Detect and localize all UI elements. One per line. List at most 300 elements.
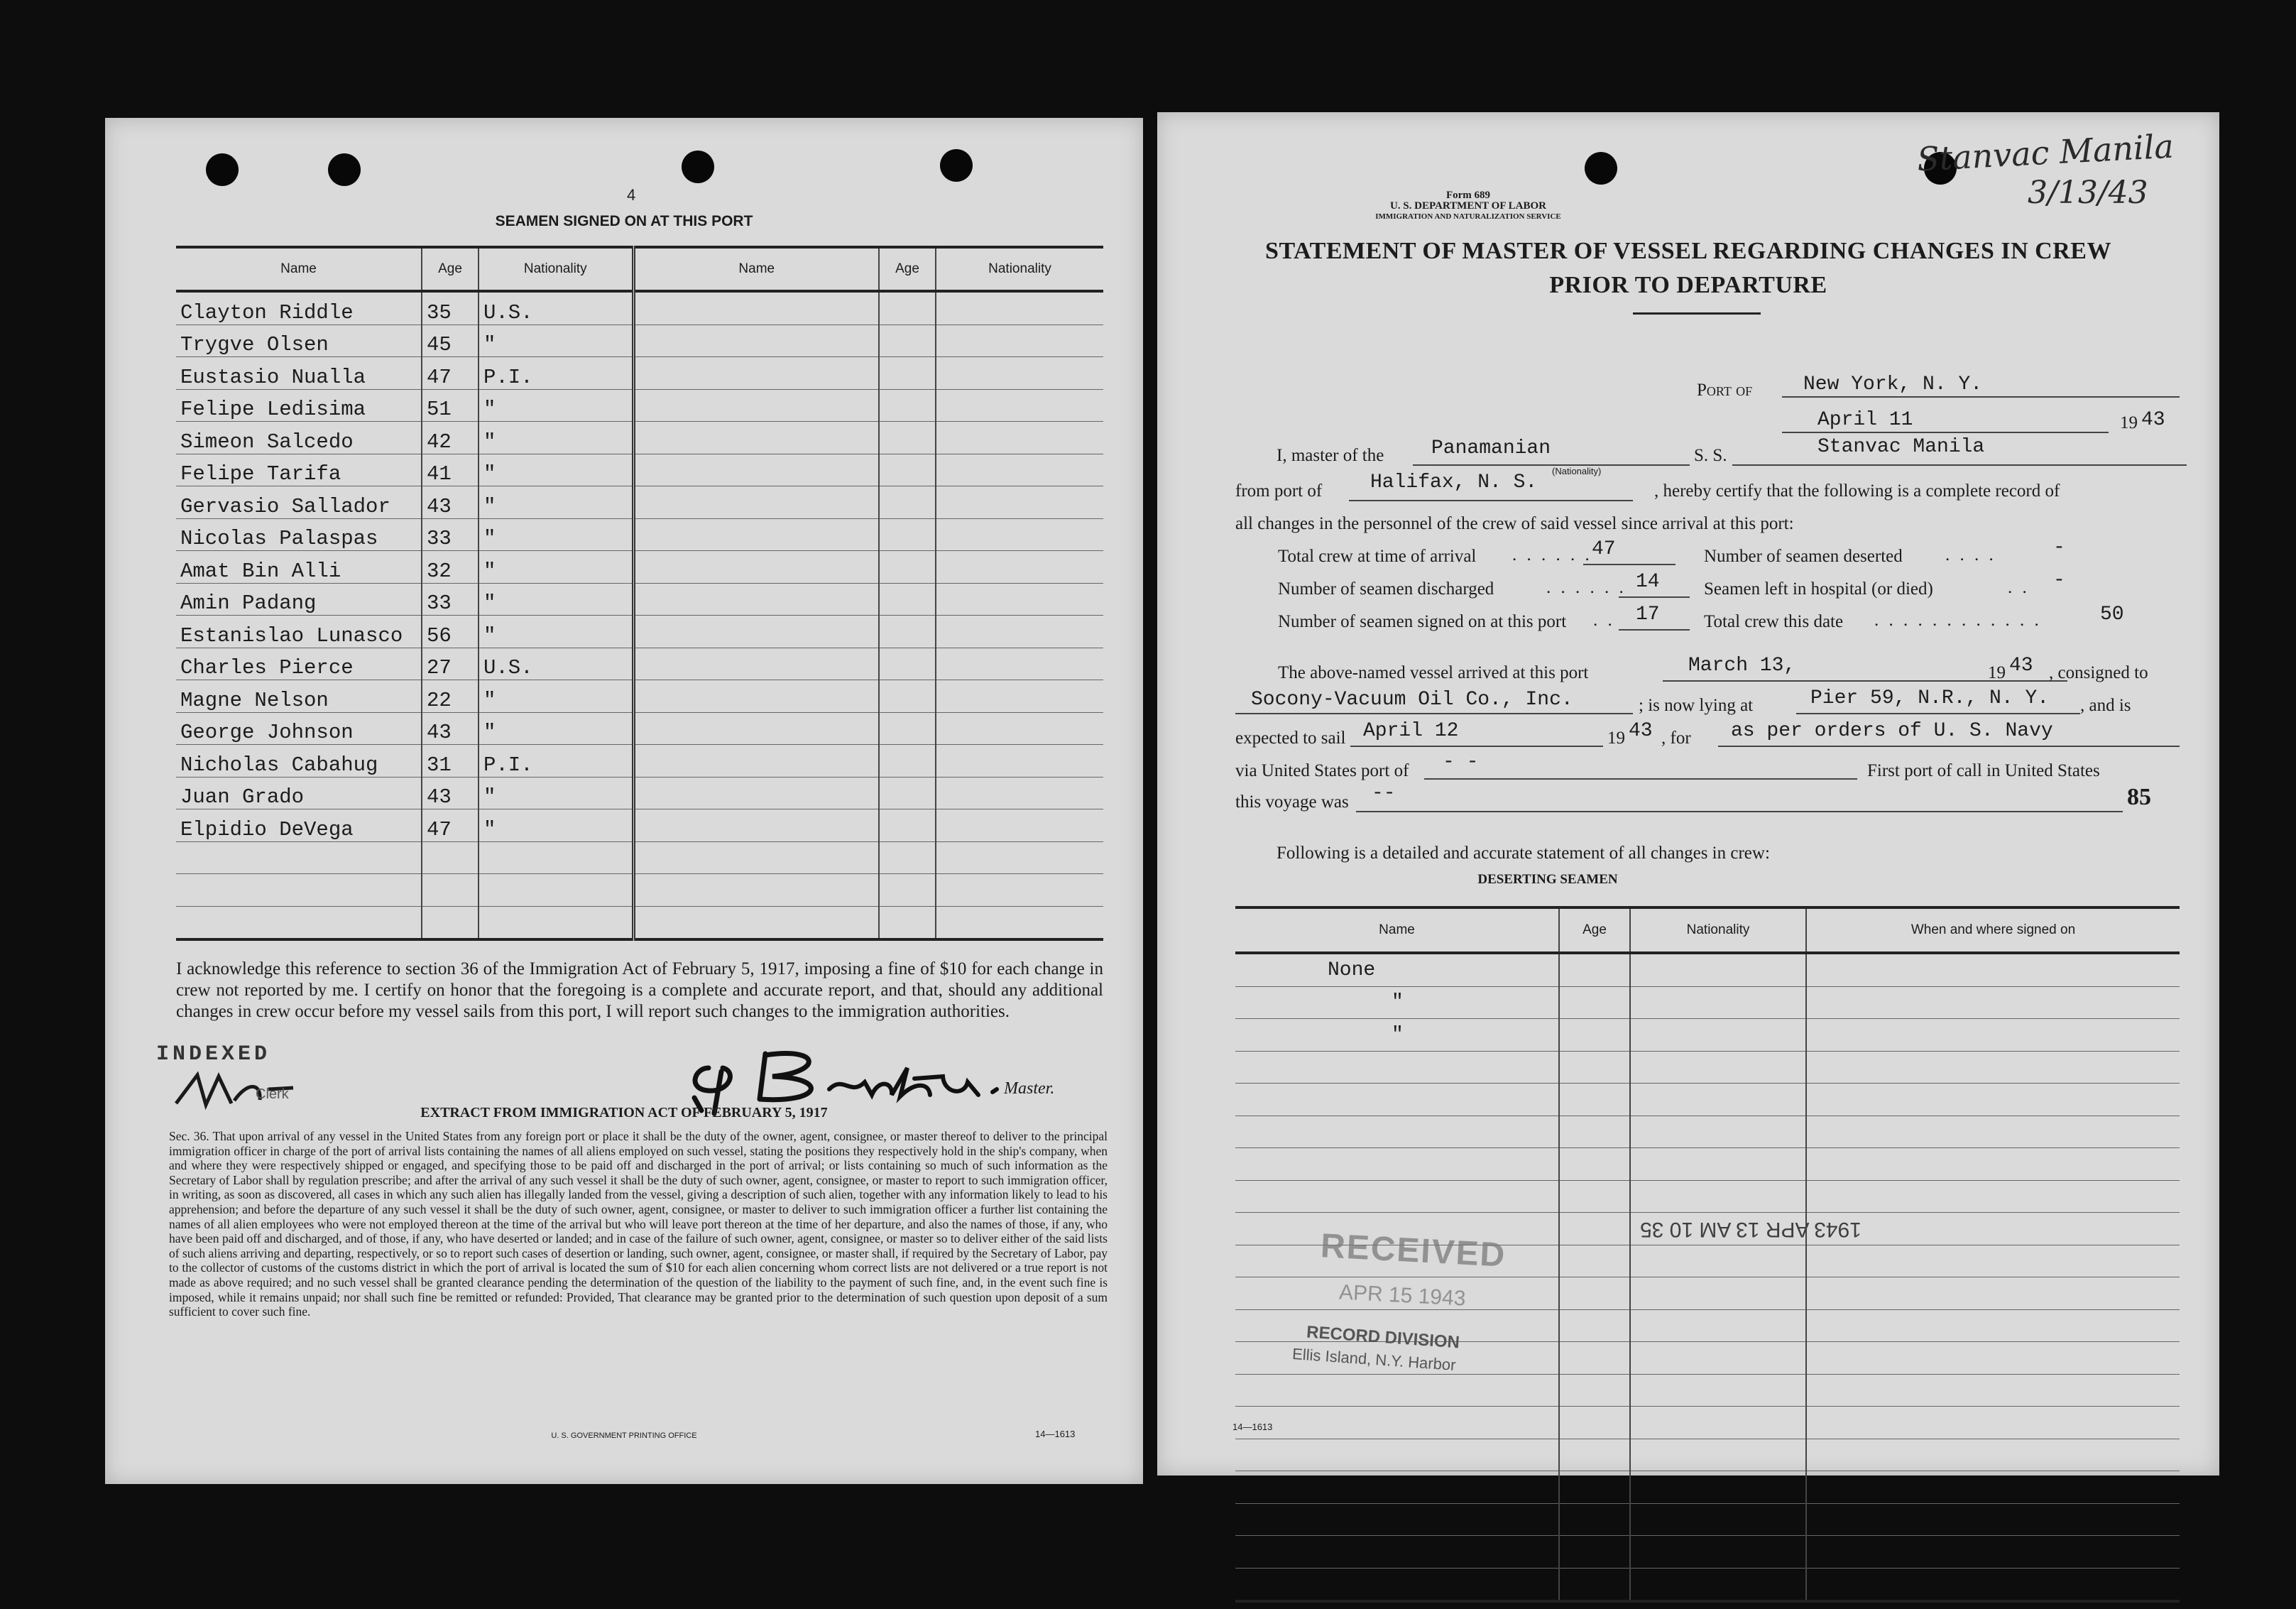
table-row [176,422,1103,454]
desert-signed-on [1806,1051,2180,1084]
crew-age-2 [879,454,936,486]
desert-nationality [1630,1245,1806,1277]
table-row [176,291,1103,324]
desert-signed-on [1806,1374,2180,1407]
deserted-value: - [2053,537,2065,559]
crew-nationality: P.I. [479,745,633,778]
for-label: , for [1661,729,1691,748]
crew-age: 33 [422,583,479,616]
desert-age [1559,1568,1630,1601]
form-title [1157,234,2219,302]
table-row [176,389,1103,422]
crew-name: Felipe Tarifa [176,454,422,486]
desert-nationality [1630,986,1806,1019]
desert-signed-on [1806,1148,2180,1181]
desert-name [1235,1439,1559,1471]
crew-name: Clayton Riddle [176,291,422,324]
desert-name [1235,1116,1559,1148]
arrived-label: The above-named vessel arrived at this port [1278,663,1589,682]
desert-age [1559,986,1630,1019]
crew-name: Juan Grado [176,777,422,809]
col-nationality-2: Nationality [936,247,1103,291]
crew-age-2 [879,551,936,584]
year-prefix: 19 [2120,413,2138,432]
desert-nationality [1630,1051,1806,1084]
table-row [176,357,1103,390]
punch-hole [206,153,239,186]
desert-age [1559,1213,1630,1245]
table-row [176,680,1103,713]
crew-nationality: P.I. [479,357,633,390]
handwritten-date: 3/13/43 [2028,175,2148,211]
crew-age-2 [879,745,936,778]
expected-label: expected to sail [1235,729,1346,748]
crew-age-2 [879,906,936,939]
crew-rows [176,291,1103,939]
first-call-label: First port of call in United States [1867,761,2100,780]
table-row [1235,1084,2180,1116]
desert-signed-on [1806,1245,2180,1277]
desert-nationality [1630,1180,1806,1213]
desert-age [1559,1245,1630,1277]
desert-age [1559,1503,1630,1536]
crew-nationality: U.S. [479,648,633,680]
crew-age-2 [879,712,936,745]
crew-age [422,906,479,939]
desert-signed-on [1806,1309,2180,1342]
crew-age-2 [879,324,936,357]
crew-nationality-2 [936,454,1103,486]
table-row [176,454,1103,486]
crew-age: 56 [422,616,479,648]
desert-signed-on [1806,1180,2180,1213]
desert-name: None [1235,953,1559,986]
punch-hole [328,153,361,186]
crew-nationality: " [479,422,633,454]
table-row [1235,1568,2180,1601]
indexed-stamp: INDEXED [156,1042,271,1067]
crew-nationality-2 [936,906,1103,939]
desert-nationality [1630,1503,1806,1536]
crew-name [176,874,422,907]
crew-age: 32 [422,551,479,584]
crew-name-2 [633,745,879,778]
desert-name [1235,1180,1559,1213]
crew-age: 47 [422,357,479,390]
crew-nationality: " [479,389,633,422]
crew-age: 42 [422,422,479,454]
total-date-label: Total crew this date [1704,612,1844,631]
desert-name [1235,1568,1559,1601]
discharged-label: Number of seamen discharged [1278,579,1494,599]
crew-nationality [479,874,633,907]
crew-nationality: " [479,324,633,357]
table-row [176,518,1103,551]
service: IMMIGRATION AND NATURALIZATION SERVICE [1375,212,1561,221]
desert-name [1235,1374,1559,1407]
table-row [176,874,1103,907]
crew-age-2 [879,874,936,907]
crew-name: Magne Nelson [176,680,422,713]
desert-age [1559,1180,1630,1213]
crew-nationality-2 [936,486,1103,519]
for-value: as per orders of U. S. Navy [1731,720,2053,742]
and-is-label: , and is [2080,696,2131,715]
desert-nationality [1630,1439,1806,1471]
form-number: Form 689 [1445,190,1491,201]
discharged-value: 14 [1636,571,1660,593]
table-header [1235,907,2180,953]
desert-age [1559,1116,1630,1148]
desert-name [1235,1148,1559,1181]
arrived-value: March 13, [1688,655,1796,677]
crew-nationality-2 [936,777,1103,809]
signed-on-label: Number of seamen signed on at this port [1278,612,1567,631]
desert-name: " [1235,1019,1559,1052]
total-arrival-value: 47 [1592,538,1616,560]
crew-age: 33 [422,518,479,551]
crew-age-2 [879,583,936,616]
crew-name-2 [633,874,879,907]
extract-text: Sec. 36. That upon arrival of any vessel in the United States from any foreign port or place it shall be the duty of the owner, agent, consignee, or master thereof to deliver to the principal immigration officer in charge of the port of arrival lists containing the names of all aliens employed on such vessel, stating the positions they respectively hold in the ship's company, when and where they were respectively shipped or engaged, and specifying those to be paid off and discharged in the port of arrival; or lists containing so much of such information as the Secretary of Labor shall by regulation prescribe; and after the arrival of any such vessel it shall be the duty of such owner, agent, consignee, or master to report to such immigration officer, in writing, as soon as discovered, all cases in which any such alien has illegally landed from the vessel, giving a description of such alien, together with any information likely to lead to his apprehension; and before the departure of any such vessel it shall be the duty of such owner, agent, consignee, or master to deliver to such immigration officer a further list containing the names of all alien employees who were not employed thereon at the time of the arrival but who will leave port thereon at the time of her departure, and also the names of those, if any, who have been paid off and discharged, and of those, if any, who have deserted or landed; and in case of the failure of such owner, agent, consignee, or master so to deliver either of the said lists of such aliens arriving and departing, respectively, or so to report such cases of desertion or landing, such owner, agent, consignee, or master shall, if required by the Secretary of Labor, pay to the collector of customs of the customs district in which the port of arrival is located the sum of $10 for each alien concerning whom correct lists are not delivered or a true report is not made as above required; and no such vessel shall be granted clearance pending the determination of the question of the liability to the payment of such fine, and, in the event such fine is imposed, while it remains unpaid; nor shall such fine be remitted or refunded: Provided, That clearance may be granted prior to the determination of such question upon deposit of a sum sufficient to cover such fine. [169,1129,1108,1319]
consigned-label: , consigned to [2049,663,2148,682]
crew-name: Amat Bin Alli [176,551,422,584]
crew-age: 47 [422,809,479,842]
table-row [176,777,1103,809]
crew-name: George Johnson [176,712,422,745]
crew-name [176,841,422,874]
port-label: Port of [1697,381,1753,400]
desert-signed-on [1806,1568,2180,1601]
col-name: Name [1235,907,1559,953]
desert-age [1559,953,1630,986]
table-row [176,551,1103,584]
expected-year: 43 [1629,720,1653,742]
punch-hole [940,149,973,182]
crew-nationality-2 [936,389,1103,422]
crew-age: 43 [422,486,479,519]
table-row [176,906,1103,939]
crew-name: Estanislao Lunasco [176,616,422,648]
table-row [176,745,1103,778]
signed-on-value: 17 [1636,604,1660,626]
col-age: Age [422,247,479,291]
crew-age-2 [879,809,936,842]
crew-age-2 [879,841,936,874]
crew-name-2 [633,291,879,324]
desert-signed-on [1806,1019,2180,1052]
crew-name-2 [633,841,879,874]
desert-age [1559,1407,1630,1439]
crew-nationality [479,841,633,874]
desert-nationality [1630,1277,1806,1310]
col-name-2: Name [633,247,879,291]
following-text: Following is a detailed and accurate statement of all changes in crew: [1277,844,1770,863]
crew-name: Trygve Olsen [176,324,422,357]
desert-nationality [1630,1471,1806,1504]
crew-name: Gervasio Sallador [176,486,422,519]
vessel-name: Stanvac Manila [1817,436,1985,458]
right-page: Stanvac Manila 3/13/43 Form 689 U. S. DEPARTMENT OF LABOR IMMIGRATION AND NATURALIZATION SERVICE STATEMENT OF MASTER OF VESSEL REGARDING CHANGES IN CREW PRIOR TO DEPARTURE Port of New York, N. Y. April 11 19 43 I, master of the Panamanian S. S. Stanvac Manila from port of Halifax, N. S. (Nationality) , hereby certify that the following is a complete record of all changes in the personnel of the crew of said vessel since arrival at this port: Total crew at time of arrival . . . . . . 47 Number of seamen deserted . . . . - Number of seamen discharged . . . . . . 14 Seamen left in hospital (or died) . . - Number of seamen signed on at this port . . 17 Total crew this date . . . . . . . . . . . . 50 The above-named vessel arrived at this port March 13, 19 43 , consigned to Socony-Vacuum Oil Co., Inc. ; is now lying at Pier 59, N.R., N. Y. , and is expected to sail April 12 19 43 , for as per orders of U. S. Navy via United States port of - - First port of call in United States this voyage was -- 85 Following is a detailed and accurate statement of all changes in crew: DESERTING SEAMEN Name Age Nationality When and where signed on None " " RECEIVED APR 15 1943 RECORD DIVISION Ellis Island, N.Y. Harbor 1943 APR 13 AM 10 35 14—1613 [1157,112,2219,1476]
page-number: 4 [627,186,636,204]
from-port-label: from port of [1235,481,1323,501]
deserting-rows [1235,953,2180,1601]
crew-name-2 [633,809,879,842]
crew-nationality: " [479,616,633,648]
desert-age [1559,1019,1630,1052]
crew-name: Felipe Ledisima [176,389,422,422]
desert-nationality [1630,1536,1806,1569]
crew-nationality-2 [936,680,1103,713]
section-title: SEAMEN SIGNED ON AT THIS PORT [495,213,753,229]
crew-nationality: " [479,583,633,616]
desert-nationality [1630,1116,1806,1148]
clerk-label: Clerk [256,1086,289,1102]
table-row [1235,1180,2180,1213]
desert-nationality [1630,1568,1806,1601]
crew-nationality: " [479,486,633,519]
desert-nationality [1630,1084,1806,1116]
year-value: 43 [2141,409,2165,431]
desert-nationality [1630,1407,1806,1439]
crew-name-2 [633,422,879,454]
desert-name: " [1235,986,1559,1019]
crew-age-2 [879,422,936,454]
changes-text: all changes in the personnel of the crew of said vessel since arrival at this port: [1235,514,1794,533]
desert-nationality [1630,1019,1806,1052]
col-name: Name [176,247,422,291]
col-age-2: Age [879,247,936,291]
table-row [1235,1374,2180,1407]
crew-age: 45 [422,324,479,357]
table-row [1235,1471,2180,1504]
crew-name-2 [633,486,879,519]
hospital-label: Seamen left in hospital (or died) [1704,579,1933,599]
table-row [176,324,1103,357]
title-line-1: STATEMENT OF MASTER OF VESSEL REGARDING CHANGES IN CREW [1265,238,2111,264]
desert-signed-on [1806,1213,2180,1245]
ellis-island-stamp: Ellis Island, N.Y. Harbor [1291,1344,1457,1375]
signed-on-table [176,246,1103,941]
total-date-value: 50 [2100,604,2124,626]
crew-age [422,841,479,874]
desert-signed-on [1806,986,2180,1019]
crew-age-2 [879,357,936,390]
crew-nationality-2 [936,648,1103,680]
crew-name-2 [633,906,879,939]
desert-nationality [1630,1309,1806,1342]
desert-signed-on [1806,1407,2180,1439]
crew-nationality: U.S. [479,291,633,324]
crew-nationality-2 [936,874,1103,907]
crew-nationality: " [479,809,633,842]
crew-age: 22 [422,680,479,713]
crew-name-2 [633,389,879,422]
crew-nationality-2 [936,357,1103,390]
desert-name [1235,1471,1559,1504]
crew-nationality-2 [936,518,1103,551]
crew-name-2 [633,583,879,616]
table-row [1235,1148,2180,1181]
form-code: 14—1613 [1035,1429,1076,1439]
crew-name: Eustasio Nualla [176,357,422,390]
desert-age [1559,1084,1630,1116]
crew-nationality: " [479,777,633,809]
deserted-label: Number of seamen deserted [1704,547,1903,566]
crew-age-2 [879,777,936,809]
crew-age-2 [879,680,936,713]
via-label: via United States port of [1235,761,1409,780]
received-date-stamp: APR 15 1943 [1338,1280,1467,1311]
crew-name-2 [633,712,879,745]
table-row [1235,986,2180,1019]
desert-name [1235,1084,1559,1116]
crew-name-2 [633,357,879,390]
crew-age: 43 [422,712,479,745]
record-division-stamp: RECORD DIVISION [1306,1322,1460,1353]
table-row [1235,1439,2180,1471]
col-nationality: Nationality [479,247,633,291]
desert-nationality [1630,953,1806,986]
desert-signed-on [1806,1084,2180,1116]
crew-nationality: " [479,551,633,584]
handwritten-note: Stanvac Manila [1915,126,2175,179]
crew-name: Elpidio DeVega [176,809,422,842]
certification-text: I acknowledge this reference to section 36 of the Immigration Act of February 5, 1917, imposing a fine of $10 for each change in crew not reported by me. I certify on honor that the foregoing is a complete and accurate report, and that, should any additional changes in crew occur before my vessel sails from this port, I will report such changes to the immigration authorities. [176,959,1103,1021]
desert-nationality [1630,1374,1806,1407]
crew-name-2 [633,454,879,486]
crew-name-2 [633,680,879,713]
crew-age-2 [879,389,936,422]
desert-signed-on [1806,1342,2180,1375]
table-row [176,809,1103,842]
desert-name [1235,1051,1559,1084]
desert-signed-on [1806,953,2180,986]
table-row [176,648,1103,680]
table-row [1235,1503,2180,1536]
from-port-value: Halifax, N. S. [1370,471,1538,493]
crew-age-2 [879,291,936,324]
table-row [1235,1051,2180,1084]
desert-signed-on [1806,1116,2180,1148]
col-signed-on: When and where signed on [1806,907,2180,953]
crew-name-2 [633,518,879,551]
crew-age-2 [879,518,936,551]
crew-nationality-2 [936,324,1103,357]
table-row [176,712,1103,745]
desert-age [1559,1342,1630,1375]
desert-signed-on [1806,1536,2180,1569]
master-of-label: I, master of the [1277,446,1384,465]
crew-nationality: " [479,454,633,486]
crew-nationality-2 [936,809,1103,842]
table-row [1235,1019,2180,1052]
punch-hole [682,151,714,183]
crew-age: 41 [422,454,479,486]
desert-age [1559,1277,1630,1310]
desert-age [1559,1536,1630,1569]
left-page [105,118,1143,1484]
crew-age: 43 [422,777,479,809]
ss-label: S. S. [1694,446,1727,465]
crew-age: 27 [422,648,479,680]
title-line-2: PRIOR TO DEPARTURE [1549,272,1827,298]
voyage-value: -- [1372,782,1396,804]
desert-name [1235,1536,1559,1569]
nationality-caption: (Nationality) [1552,466,1602,476]
table-header [176,247,1103,291]
punch-hole [1585,152,1617,185]
crew-nationality: " [479,712,633,745]
arrived-year: 43 [2009,655,2033,677]
crew-nationality: " [479,518,633,551]
hospital-value: - [2053,569,2065,591]
crew-age: 35 [422,291,479,324]
lying-label: ; is now lying at [1639,696,1754,715]
crew-nationality-2 [936,712,1103,745]
crew-name-2 [633,777,879,809]
col-age: Age [1559,907,1630,953]
desert-nationality [1630,1342,1806,1375]
desert-age [1559,1374,1630,1407]
voyage-label: this voyage was [1235,792,1349,812]
crew-nationality-2 [936,422,1103,454]
deserting-title: DESERTING SEAMEN [1477,872,1618,887]
col-nationality: Nationality [1630,907,1806,953]
desert-nationality [1630,1148,1806,1181]
crew-nationality [479,906,633,939]
expected-value: April 12 [1363,720,1459,742]
crew-nationality-2 [936,551,1103,584]
table-row [1235,1116,2180,1148]
desert-signed-on [1806,1471,2180,1504]
desert-age [1559,1051,1630,1084]
crew-nationality-2 [936,745,1103,778]
desert-signed-on [1806,1439,2180,1471]
crew-name-2 [633,616,879,648]
crew-name: Charles Pierce [176,648,422,680]
master-label: Master. [1004,1079,1055,1098]
crew-nationality-2 [936,291,1103,324]
crew-name-2 [633,551,879,584]
desert-name [1235,1503,1559,1536]
crew-name: Nicholas Cabahug [176,745,422,778]
crew-age: 51 [422,389,479,422]
voyage-number: 85 [2127,784,2151,810]
crew-age-2 [879,648,936,680]
crew-nationality-2 [936,841,1103,874]
desert-age [1559,1309,1630,1342]
crew-name: Nicolas Palaspas [176,518,422,551]
desert-signed-on [1806,1277,2180,1310]
desert-age [1559,1471,1630,1504]
crew-nationality-2 [936,616,1103,648]
crew-age-2 [879,486,936,519]
crew-nationality: " [479,680,633,713]
crew-age-2 [879,616,936,648]
desert-name [1235,1407,1559,1439]
consignee-value: Socony-Vacuum Oil Co., Inc. [1251,689,1573,711]
crew-nationality-2 [936,583,1103,616]
table-row [176,486,1103,519]
desert-age [1559,1148,1630,1181]
table-row [1235,1536,2180,1569]
time-stamp: 1943 APR 13 AM 10 35 [1640,1218,1862,1241]
received-stamp: RECEIVED [1319,1227,1507,1275]
form-code: 14—1613 [1232,1422,1273,1432]
total-arrival-label: Total crew at time of arrival [1278,547,1477,566]
desert-age [1559,1439,1630,1471]
